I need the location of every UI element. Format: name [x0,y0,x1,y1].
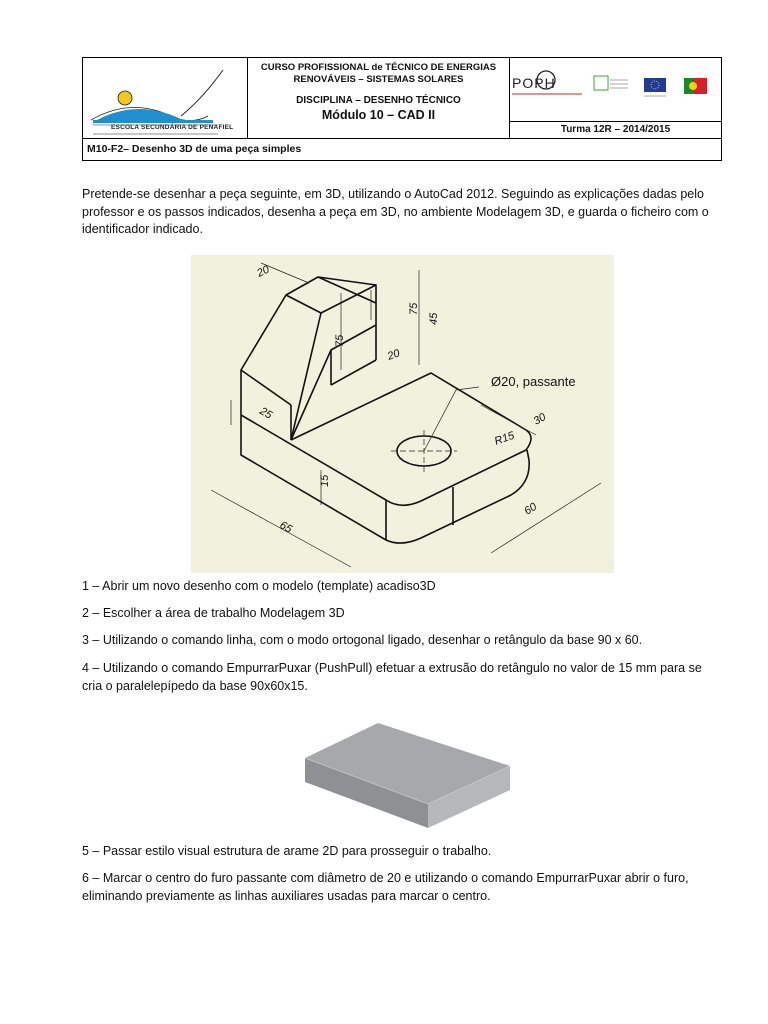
qren-logo [594,76,628,90]
sponsor-logos [510,58,721,122]
svg-text:POPH: POPH [512,75,556,91]
portugal-flag [684,78,707,94]
dim-75: 75 [334,334,346,347]
step-4: 4 – Utilizando o comando EmpurrarPuxar (PushPull) efetuar a extrusão do retângulo no valor de 15 mm para se cria o paralelepípedo da base 90x60x15. [82,661,702,693]
step-1: 1 – Abrir um novo desenho com o modelo (template) acadiso3D [82,579,436,593]
school-logo-cell [83,58,248,138]
eu-flag [644,78,666,96]
course-title-line2: RENOVÁVEIS – SISTEMAS SOLARES [293,74,464,85]
dim-15: 15 [319,474,331,487]
poph-logo [512,71,582,94]
discipline-title: DISCIPLINA – DESENHO TÉCNICO [296,95,461,106]
dim-75-small: 75 [408,302,420,315]
isometric-part-drawing [191,255,614,573]
step-2: 2 – Escolher a área de trabalho Modelagem 3D [82,606,345,620]
dim-20-step: 20 [385,347,402,363]
dim-65: 65 [277,519,295,536]
step-6: 6 – Marcar o centro do furo passante com diâmetro de 20 e utilizando o comando EmpurrarPuxar abrir o furo, eliminando previamente as linhas auxiliares usadas para marcar o centro. [82,871,689,903]
step-5: 5 – Passar estilo visual estrutura de arame 2D para prosseguir o trabalho. [82,844,492,858]
dim-25: 25 [257,405,275,422]
course-title-line1: CURSO PROFISSIONAL de TÉCNICO DE ENERGIAS [260,62,497,73]
extruded-block-image [300,718,515,830]
document-header [82,57,722,161]
sheet-title: M10-F2– Desenho 3D de uma peça simples [83,138,721,160]
technical-drawing [191,255,614,573]
school-name: ESCOLA SECUNDÁRIA DE PENAFIEL [111,124,234,131]
module-title: Módulo 10 – CAD II [321,108,436,122]
course-title-cell [248,58,510,138]
dim-30: 30 [531,411,549,428]
dim-r15: R15 [492,429,516,448]
dim-60: 60 [522,500,539,518]
intro-paragraph: Pretende-se desenhar a peça seguinte, em 3D, utilizando o AutoCad 2012. Seguindo as explicações dadas pelo professor e os passos indicados, desenha a peça em 3D, no ambiente Modelagem 3D, e guarda o ficheiro com o identificador indicado. [82,187,709,236]
class-year: Turma 12R – 2014/2015 [560,124,671,135]
hole-label: Ø20, passante [491,374,576,389]
extruded-block-graphic [300,718,515,830]
step-3: 3 – Utilizando o comando linha, com o modo ortogonal ligado, desenhar o retângulo da base 90 x 60. [82,633,643,647]
dim-20-top: 20 [255,263,272,280]
dim-45: 45 [428,312,440,325]
sponsor-logos-graphic [510,58,722,122]
